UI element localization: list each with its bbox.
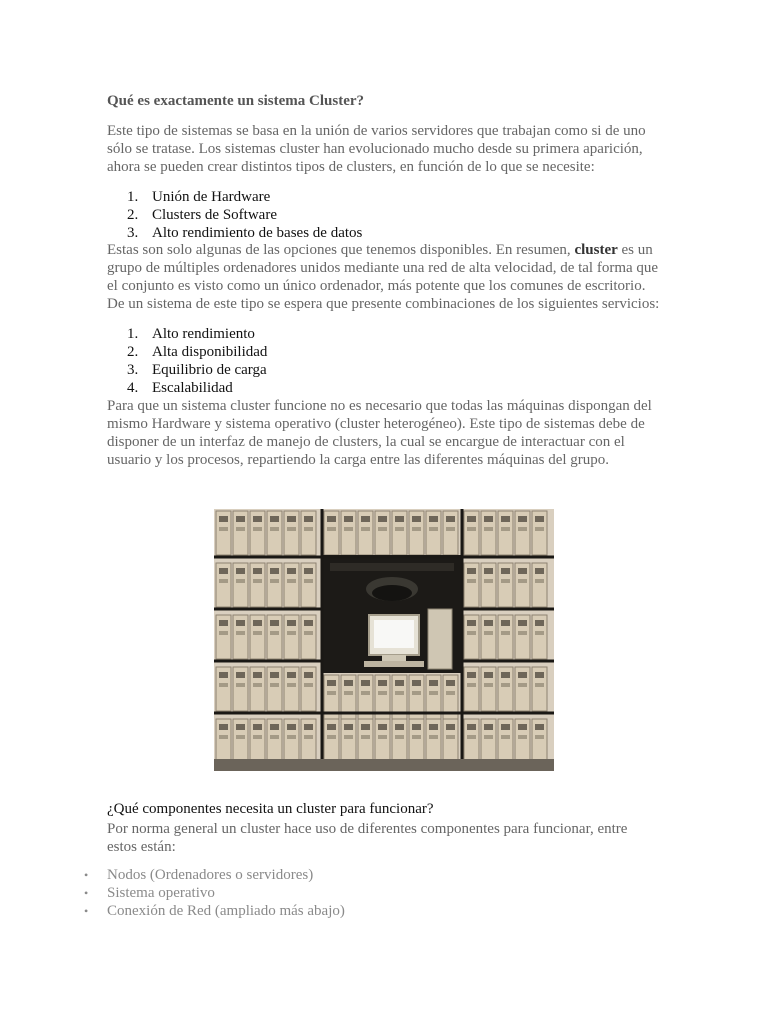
list-number: 1. (127, 189, 139, 205)
components-paragraph (107, 820, 667, 856)
paragraph-line: estos están: (107, 839, 176, 855)
list-number: 3. (127, 225, 139, 241)
list-item-text: Unión de Hardware (152, 189, 271, 205)
paragraph-line: Por norma general un cluster hace uso de diferentes componentes para funcionar, entre (107, 821, 628, 837)
list-item-text: Clusters de Software (152, 207, 277, 223)
summary-line (107, 241, 667, 259)
list-number: 2. (127, 344, 139, 360)
bold-term: cluster (574, 242, 618, 258)
summary-line: De un sistema de este tipo se espera que presente combinaciones de los siguientes servicios: (107, 296, 660, 312)
list-item-text: Equilibrio de carga (152, 362, 267, 378)
list-item-text: Nodos (Ordenadores o servidores) (107, 867, 314, 883)
list-item (107, 361, 667, 379)
list-item-text: Sistema operativo (107, 885, 215, 901)
list-item-text: Alto rendimiento de bases de datos (152, 225, 363, 241)
page-title: Qué es exactamente un sistema Cluster? (107, 93, 365, 109)
paragraph-line: mismo Hardware y sistema operativo (cluster heterogéneo). Este tipo de sistemas debe de (107, 416, 645, 432)
list-item (80, 884, 720, 902)
components-list (80, 866, 720, 920)
intro-line: Este tipo de sistemas se basa en la unión de varios servidores que trabajan como si de uno (107, 123, 646, 139)
components-question: ¿Qué componentes necesita un cluster para funcionar? (107, 801, 434, 817)
list-item (107, 343, 667, 361)
intro-line: ahora se pueden crear distintos tipos de clusters, en función de lo que se necesite: (107, 159, 595, 175)
bullet-icon: • (84, 868, 89, 882)
list-item (107, 188, 667, 206)
intro-line: sólo se tratase. Los sistemas cluster han evolucionado mucho desde su primera aparición, (107, 141, 643, 157)
summary-text: Estas son solo algunas de las opciones que tenemos disponibles. En resumen, (107, 242, 575, 258)
summary-text: es un (617, 242, 653, 258)
list-item (107, 325, 667, 343)
summary-paragraph (107, 241, 667, 313)
services-list (107, 325, 667, 397)
paragraph-line: Para que un sistema cluster funcione no es necesario que todas las máquinas dispongan del (107, 398, 652, 414)
list-number: 3. (127, 362, 139, 378)
list-item-text: Conexión de Red (ampliado más abajo) (107, 903, 345, 919)
list-number: 2. (127, 207, 139, 223)
list-item-text: Alta disponibilidad (152, 344, 268, 360)
paragraph-line: usuario y los procesos, repartiendo la carga entre las diferentes máquinas del grupo. (107, 452, 610, 468)
bullet-icon: • (84, 886, 89, 900)
cluster-servers-photo (214, 509, 554, 771)
list-item (80, 902, 720, 920)
cluster-types-list (107, 188, 667, 242)
heterogeneous-paragraph (107, 397, 667, 469)
list-item (107, 379, 667, 397)
intro-paragraph (107, 122, 667, 176)
list-number: 1. (127, 326, 139, 342)
list-item (80, 866, 720, 884)
list-item-text: Alto rendimiento (152, 326, 255, 342)
list-item (107, 206, 667, 224)
summary-line: grupo de múltiples ordenadores unidos mediante una red de alta velocidad, de tal forma que (107, 260, 659, 276)
list-item (107, 224, 667, 242)
paragraph-line: disponer de un interfaz de manejo de clusters, la cual se encargue de interactuar con el (107, 434, 625, 450)
list-item-text: Escalabilidad (152, 380, 233, 396)
summary-line: el conjunto es visto como un único ordenador, más potente que los comunes de escritorio. (107, 278, 646, 294)
bullet-icon: • (84, 904, 89, 918)
list-number: 4. (127, 380, 139, 396)
